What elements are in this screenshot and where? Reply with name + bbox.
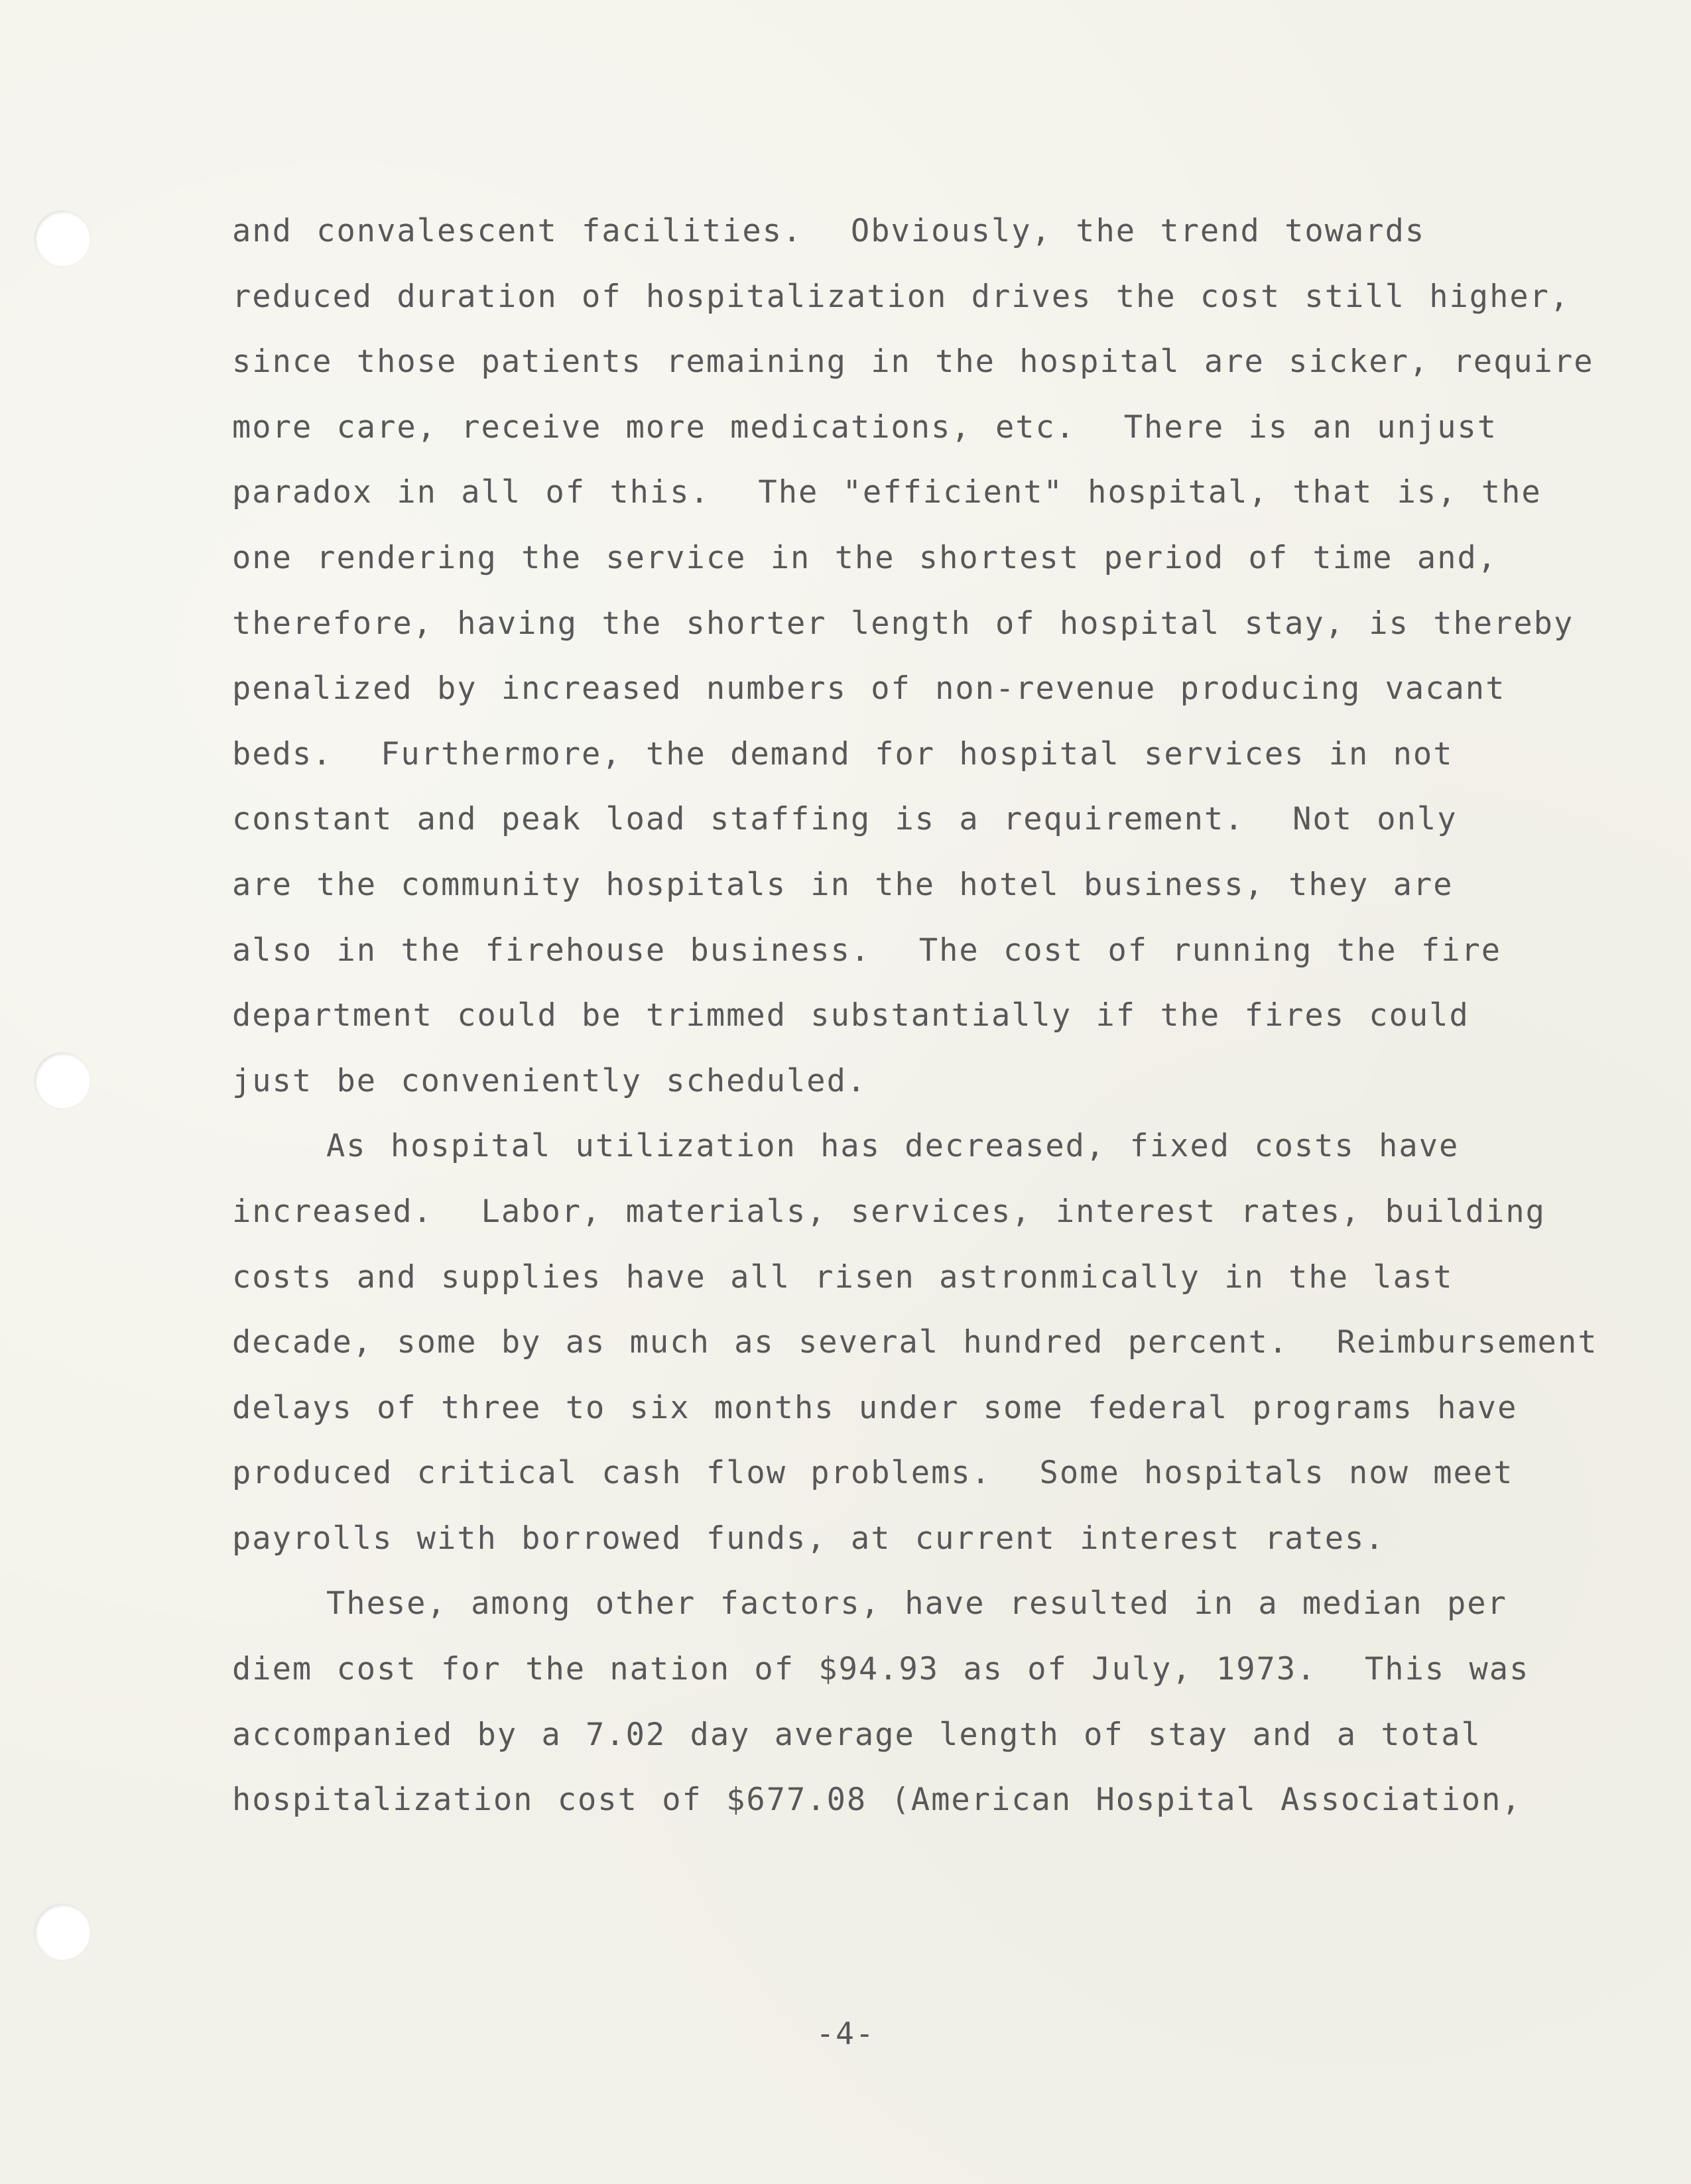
text-line: are the community hospitals in the hotel business, they are [232, 866, 1454, 903]
paragraph [232, 1571, 1592, 1833]
punch-hole-bottom [34, 1904, 90, 1960]
paragraph [232, 1114, 1598, 1571]
punch-hole-top [34, 211, 90, 267]
text-line: also in the firehouse business. The cost of running the fire [232, 932, 1502, 969]
text-line: As hospital utilization has decreased, fixed costs have [326, 1128, 1460, 1165]
text-line: beds. Furthermore, the demand for hospital services in not [232, 735, 1454, 772]
text-line: therefore, having the shorter length of hospital stay, is thereby [232, 605, 1574, 642]
paragraph [232, 199, 1592, 1114]
text-line: increased. Labor, materials, services, interest rates, building [232, 1193, 1546, 1230]
text-line: penalized by increased numbers of non-revenue producing vacant [232, 670, 1506, 707]
text-line: more care, receive more medications, etc. There is an unjust [232, 408, 1498, 446]
text-line: since those patients remaining in the hospital are sicker, require [232, 343, 1594, 381]
text-line: paradox in all of this. The "efficient" hospital, that is, the [232, 474, 1542, 511]
text-line: decade, some by as much as several hundred percent. Reimbursement [232, 1324, 1598, 1361]
text-line: payrolls with borrowed funds, at current interest rates. [232, 1520, 1385, 1557]
text-line: produced critical cash flow problems. Some hospitals now meet [232, 1455, 1514, 1492]
text-line: costs and supplies have all risen astronmically in the last [232, 1258, 1454, 1296]
text-line: accompanied by a 7.02 day average length of stay and a total [232, 1716, 1481, 1753]
body-text [232, 199, 1598, 1833]
page-number: -4- [816, 2016, 875, 2051]
text-line: just be conveniently scheduled. [232, 1062, 867, 1099]
text-line: and convalescent facilities. Obviously, the trend towards [232, 213, 1426, 249]
text-line: hospitalization cost of $677.08 (American Hospital Association, [232, 1782, 1522, 1819]
text-line: diem cost for the nation of $94.93 as of July, 1973. This was [232, 1651, 1530, 1688]
punch-hole-middle [34, 1053, 90, 1109]
text-line: reduced duration of hospitalization drives the cost still higher, [232, 278, 1570, 315]
text-line: delays of three to six months under some federal programs have [232, 1389, 1518, 1426]
text-line: one rendering the service in the shortest period of time and, [232, 539, 1498, 576]
text-line: These, among other factors, have resulted in a median per [326, 1585, 1507, 1622]
text-line: constant and peak load staffing is a requirement. Not only [232, 801, 1458, 838]
text-line: department could be trimmed substantially if the fires could [232, 997, 1470, 1034]
